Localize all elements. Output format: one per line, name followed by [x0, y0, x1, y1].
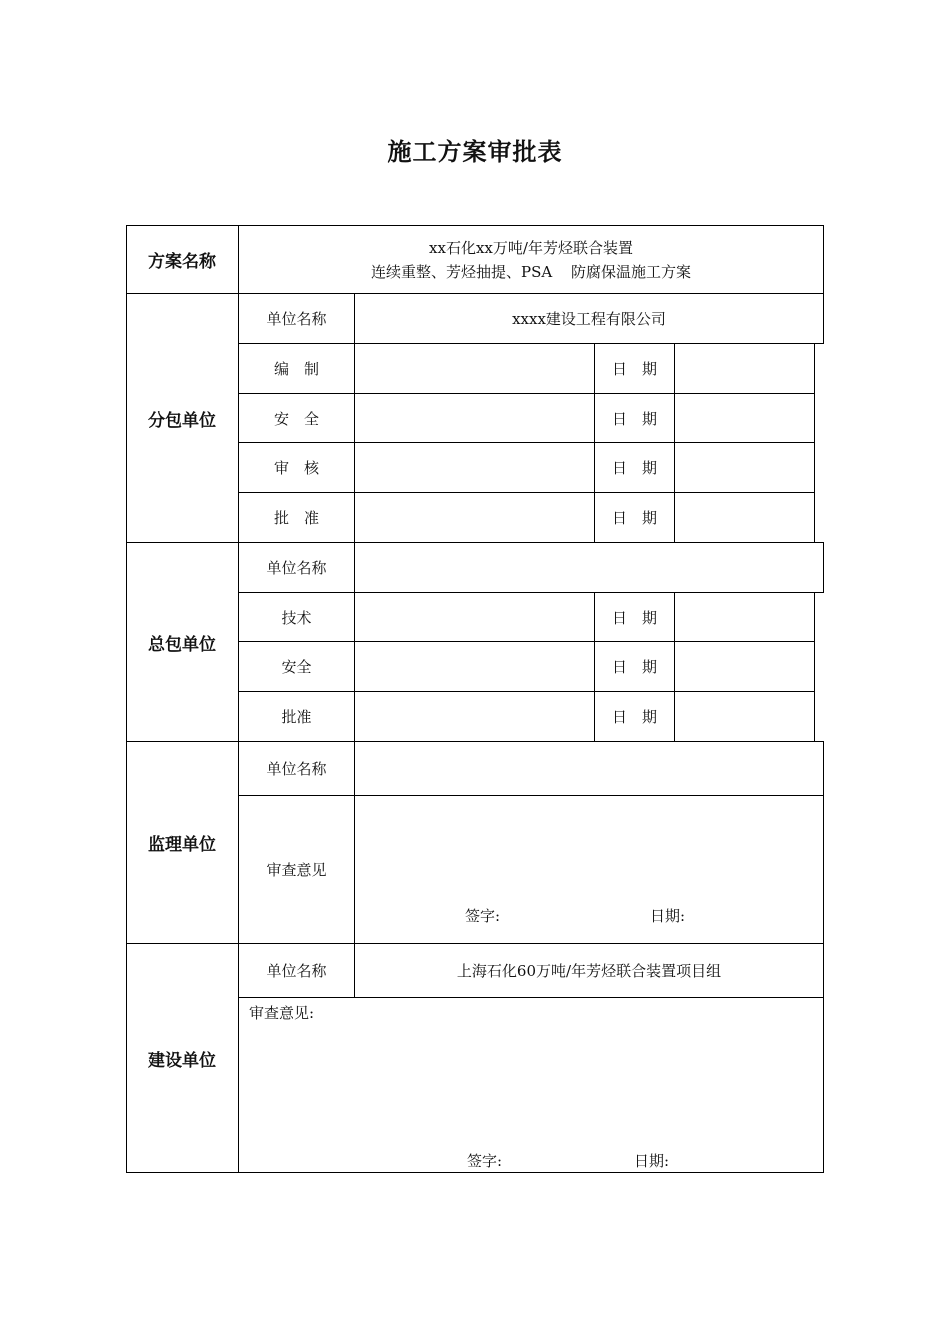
subcontractor-row-date-label: 日 期 [611, 459, 657, 477]
column-divider [674, 592, 675, 742]
general-contractor-row-date-label: 日 期 [611, 708, 657, 726]
owner-opinion-label: 审查意见: [249, 1004, 315, 1022]
subcontractor-unit-name-value[interactable]: xxxx建设工程有限公司 [512, 310, 666, 328]
general-contractor-row-label: 安全 [281, 658, 312, 676]
supervision-unit-name-label: 单位名称 [266, 760, 327, 778]
column-divider [674, 343, 675, 543]
subcontractor-row-label: 批 准 [273, 509, 319, 527]
owner-unit-name-label: 单位名称 [266, 962, 327, 980]
owner-signature-label: 签字: [467, 1152, 503, 1170]
supervision-signature-label: 签字: [465, 907, 501, 925]
subcontractor-label: 分包单位 [148, 410, 216, 431]
scheme-name-label: 方案名称 [148, 252, 216, 272]
column-divider [354, 293, 355, 998]
general-contractor-row-label: 技术 [281, 608, 312, 627]
general-contractor-row-date-label: 日 期 [611, 608, 657, 627]
subcontractor-row-label: 审 核 [273, 459, 319, 477]
owner-unit-name-value[interactable]: 上海石化60万吨/年芳烃联合装置项目组 [456, 962, 722, 980]
scheme-name-value [239, 226, 823, 293]
scheme-name-line2-suffix: 防腐保温施工方案 [570, 262, 691, 281]
row-divider [238, 997, 824, 998]
subcontractor-row-label: 编 制 [273, 360, 319, 378]
table-border-right [823, 542, 824, 593]
table-border-right [823, 741, 824, 1173]
column-divider [814, 343, 815, 543]
table-border-right [823, 225, 824, 344]
scheme-name-line1: xx石化xx万吨/年芳烃联合装置 [429, 238, 633, 257]
scheme-name-line2-prefix: 连续重整、芳烃抽提、PSA [371, 262, 553, 281]
subcontractor-row-label: 安 全 [273, 409, 319, 428]
subcontractor-row-date-label: 日 期 [611, 360, 657, 378]
supervision-unit-name-value[interactable] [355, 742, 823, 795]
general-contractor-unit-name-value[interactable] [355, 543, 823, 592]
supervision-label: 监理单位 [148, 835, 216, 855]
supervision-date-label: 日期: [650, 907, 686, 925]
owner-label: 建设单位 [148, 1050, 216, 1071]
table-border-bottom [126, 1172, 824, 1173]
scheme-name-line2 [371, 260, 691, 284]
general-contractor-row-date-label: 日 期 [611, 658, 657, 676]
general-contractor-unit-name-label: 单位名称 [266, 559, 327, 577]
column-divider [814, 592, 815, 742]
subcontractor-row-date-label: 日 期 [611, 509, 657, 527]
page-title: 施工方案审批表 [387, 138, 563, 166]
subcontractor-row-date-label: 日 期 [611, 409, 657, 428]
subcontractor-unit-name-label: 单位名称 [266, 310, 327, 328]
general-contractor-label: 总包单位 [148, 634, 216, 655]
owner-date-label: 日期: [634, 1152, 670, 1170]
general-contractor-row-label: 批准 [281, 708, 312, 726]
supervision-opinion-label: 审查意见 [266, 861, 327, 879]
